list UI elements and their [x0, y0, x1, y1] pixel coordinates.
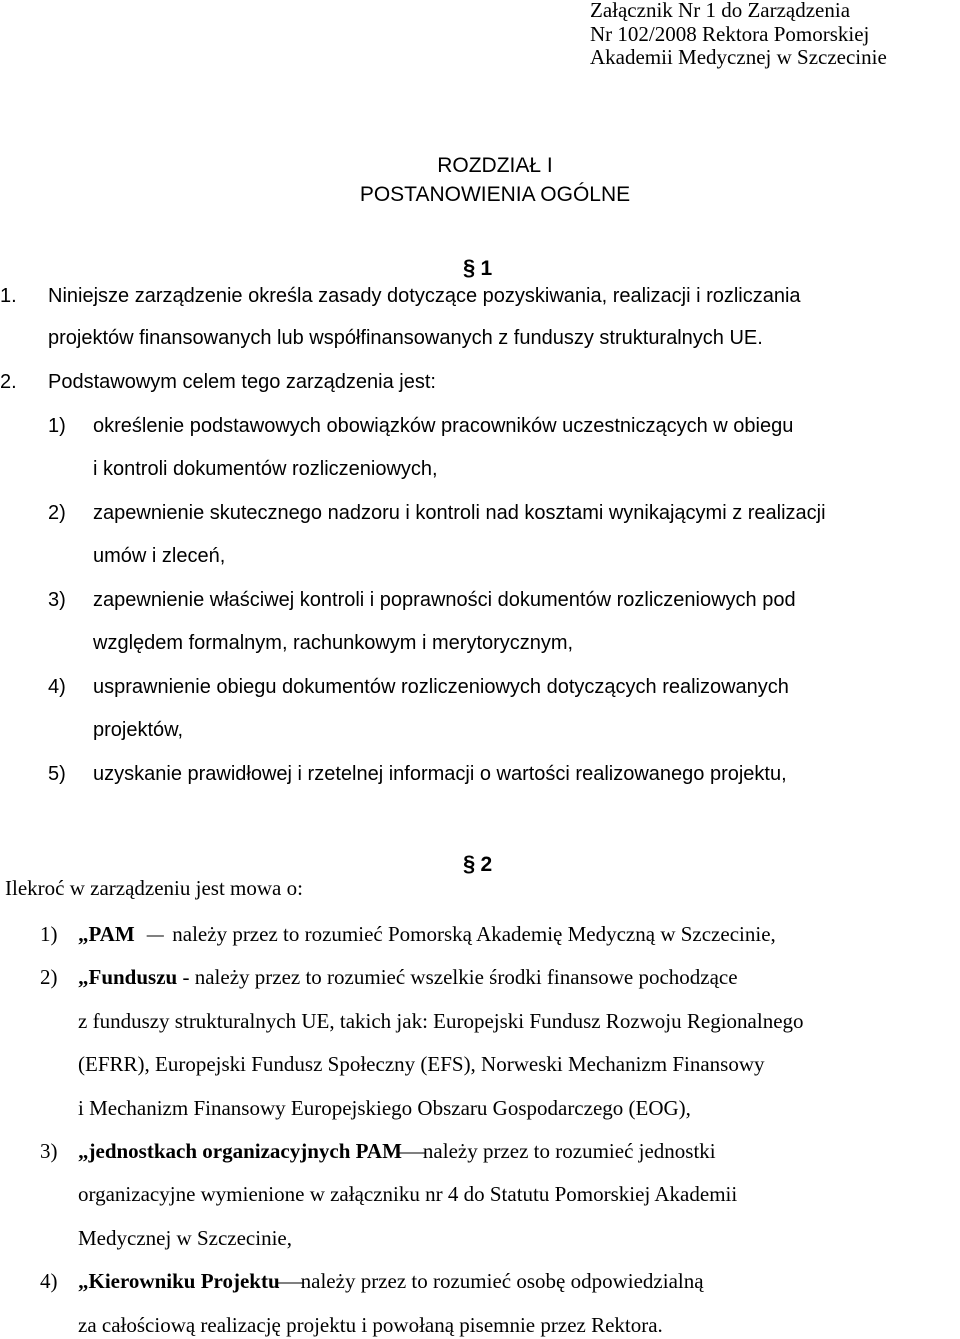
definition-number: 4) [40, 1269, 58, 1293]
definition-term: „Funduszu [78, 965, 178, 989]
subitem-number: 2) [48, 502, 66, 524]
definition-line [78, 1271, 955, 1292]
subitem-text-line: określenie podstawowych obowiązków pracowników uczestniczących w obiegu [93, 415, 794, 437]
section-symbol: § [463, 851, 476, 876]
definition-text-line: Medycznej w Szczecinie, [78, 1226, 292, 1250]
chapter-subtitle: POSTANOWIENIA OGÓLNE [359, 183, 631, 206]
section-1-heading [463, 257, 492, 279]
definition-dash: – [146, 922, 164, 946]
subitem-text-line: usprawnienie obiegu dokumentów rozliczeniowych dotyczących realizowanych [93, 676, 789, 698]
item-number: 2. [0, 371, 17, 393]
definition-dash: - [182, 965, 190, 989]
item-text-line: Podstawowym celem tego zarządzenia jest: [48, 371, 436, 393]
definition-dash: – [276, 1269, 304, 1293]
attachment-header-line-3: Akademii Medycznej w Szczecinie [590, 45, 887, 69]
attachment-header-line-1: Załącznik Nr 1 do Zarządzenia [590, 0, 851, 22]
subitem-text-line: uzyskanie prawidłowej i rzetelnej informacji o wartości realizowanego projektu, [93, 763, 787, 785]
definition-text: należy przez to rozumieć Pomorską Akademię Medyczną w Szczecinie, [172, 922, 776, 946]
definition-line [78, 924, 776, 945]
subitem-number: 1) [48, 415, 66, 437]
definition-number: 1) [40, 922, 58, 946]
definition-text: należy przez to rozumieć jednostki [422, 1139, 716, 1163]
subitem-text-line: projektów, [93, 719, 184, 741]
definition-text-line: i Mechanizm Finansowy Europejskiego Obszaru Gospodarczego (EOG), [78, 1096, 691, 1120]
item-text-line: projektów finansowanych lub współfinansowanych z funduszy strukturalnych UE. [48, 327, 763, 349]
definition-text-line: organizacyjne wymienione w załączniku nr 4 do Statutu Pomorskiej Akademii [78, 1182, 738, 1206]
subitem-text-line: zapewnienie właściwej kontroli i poprawności dokumentów rozliczeniowych pod [93, 589, 796, 611]
section-number: 2 [480, 853, 493, 876]
item-number: 1. [0, 285, 17, 307]
definition-line [78, 967, 955, 988]
section-2-heading [463, 853, 492, 875]
definition-text: należy przez to rozumieć osobę odpowiedzialną [300, 1269, 704, 1293]
section-number: 1 [480, 257, 493, 280]
section-2-intro: Ilekroć w zarządzeniu jest mowa o: [5, 876, 303, 900]
subitem-number: 3) [48, 589, 66, 611]
subitem-text-line: zapewnienie skutecznego nadzoru i kontroli nad kosztami wynikającymi z realizacji [93, 502, 826, 524]
definition-dash: – [398, 1139, 427, 1163]
definition-text-line: (EFRR), Europejski Fundusz Społeczny (EFS), Norweski Mechanizm Finansowy [78, 1052, 765, 1076]
subitem-number: 5) [48, 763, 66, 785]
definition-text-line: za całościową realizację projektu i powołaną pisemnie przez Rektora. [78, 1313, 663, 1337]
definition-text-line: z funduszy strukturalnych UE, takich jak: Europejski Fundusz Rozwoju Regionalnego [78, 1009, 804, 1033]
subitem-text-line: i kontroli dokumentów rozliczeniowych, [93, 458, 438, 480]
definition-number: 2) [40, 965, 58, 989]
definition-text: należy przez to rozumieć wszelkie środki finansowe pochodzące [194, 965, 738, 989]
definition-term: „jednostkach organizacyjnych PAM [78, 1139, 402, 1163]
definition-term: „PAM [78, 922, 135, 946]
definition-term: „Kierowniku Projektu [78, 1269, 280, 1293]
chapter-title: ROZDZIAŁ I [437, 154, 553, 177]
subitem-number: 4) [48, 676, 66, 698]
definition-line [78, 1141, 955, 1162]
definition-number: 3) [40, 1139, 58, 1163]
subitem-text-line: umów i zleceń, [93, 545, 226, 567]
subitem-text-line: względem formalnym, rachunkowym i merytorycznym, [93, 632, 574, 654]
attachment-header-line-2: Nr 102/2008 Rektora Pomorskiej [590, 22, 870, 46]
item-text-line: Niniejsze zarządzenie określa zasady dotyczące pozyskiwania, realizacji i rozliczania [48, 285, 801, 307]
section-symbol: § [463, 255, 476, 280]
